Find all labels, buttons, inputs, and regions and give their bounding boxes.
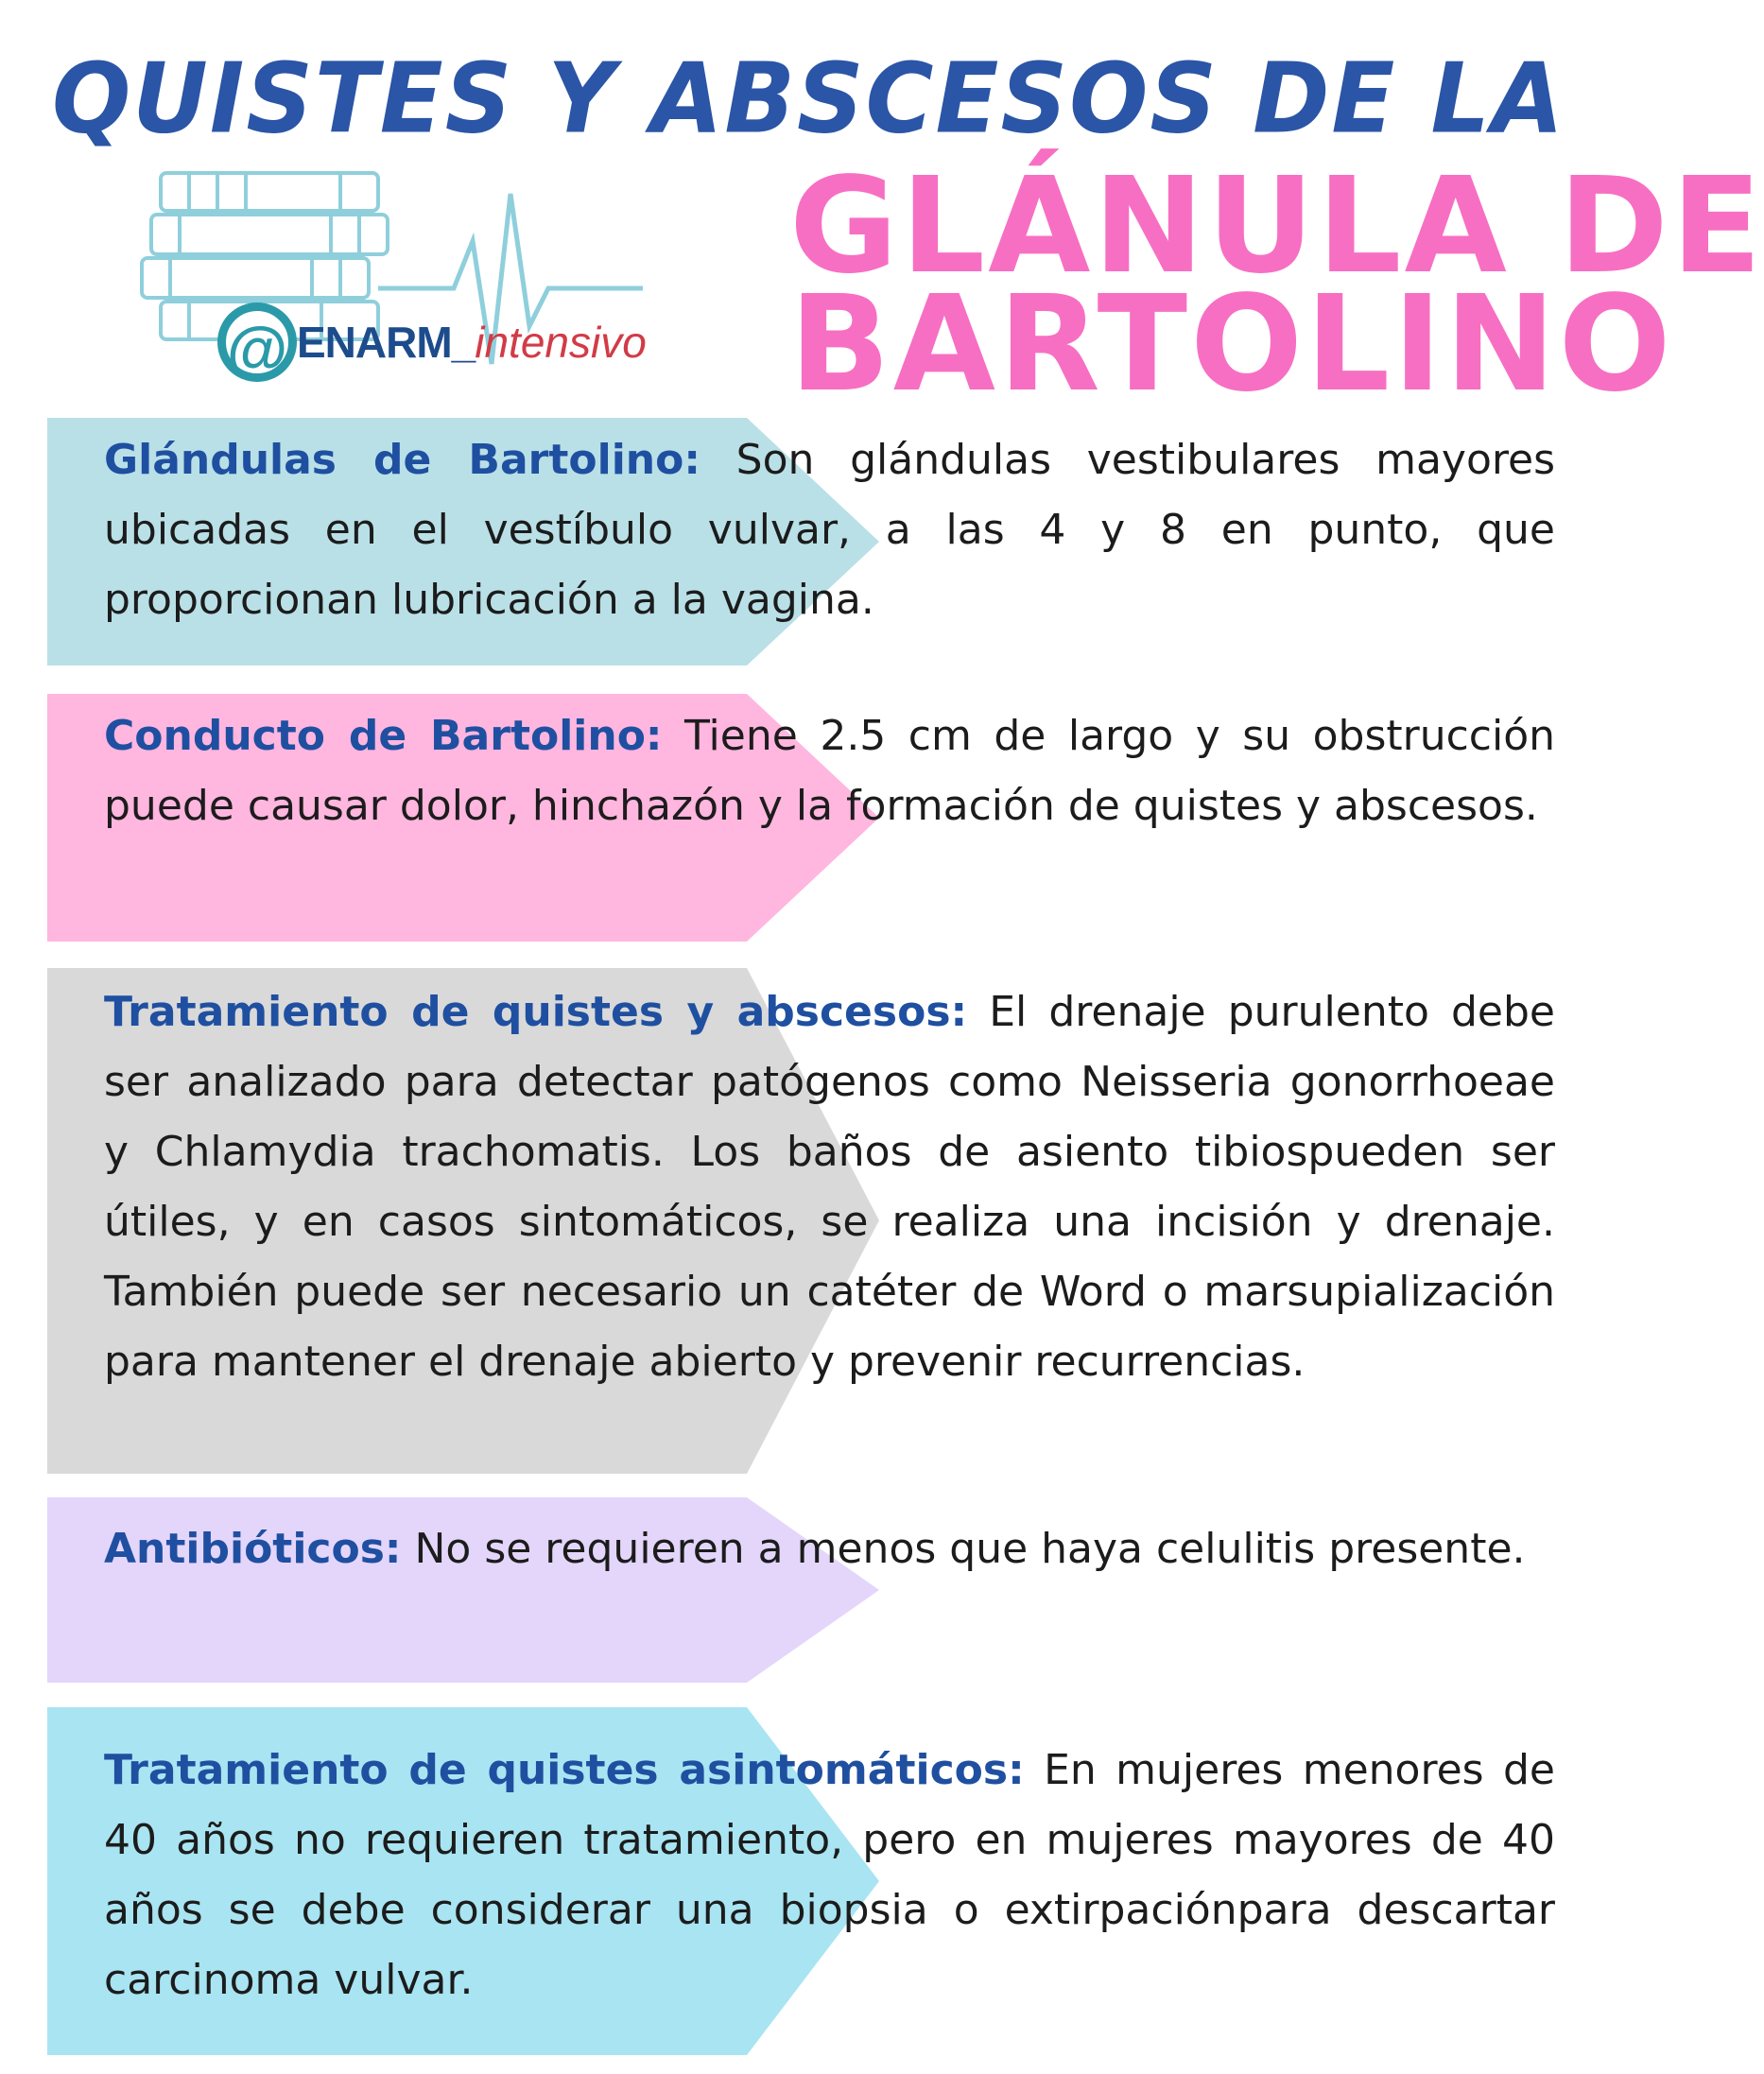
- section-body: Son glándulas vestibulares mayores ubicadas en el vestíbulo vulvar, a las 4 y 8 en punto, que proporcionan lubricación a la vagina.: [104, 436, 1555, 624]
- section-glandulas: [47, 418, 1588, 665]
- handle-main: ENARM_: [297, 318, 476, 367]
- section-text: [47, 968, 1555, 1397]
- handle-accent: intensivo: [475, 318, 647, 367]
- section-tratamiento: [47, 968, 1588, 1474]
- section-text: [47, 418, 1555, 635]
- section-text: [47, 1497, 1555, 1584]
- section-label: Conducto de Bartolino:: [104, 712, 663, 760]
- title-pink-line1: GLÁNULA DE: [789, 149, 1764, 303]
- section-antibioticos: [47, 1497, 1588, 1683]
- section-body: En mujeres menores de 40 años no requieren tratamiento, pero en mujeres mayores de 40 años se debe considerar una biopsia o extirpaciónpara descartar carcinoma vulvar.: [104, 1746, 1555, 2004]
- section-asintomaticos: [47, 1707, 1588, 2055]
- section-conducto: [47, 694, 1588, 942]
- section-label: Antibióticos:: [104, 1525, 402, 1573]
- title-pink-line2: BARTOLINO: [789, 268, 1674, 422]
- section-text: [47, 694, 1555, 841]
- section-body: Tiene 2.5 cm de largo y su obstrucción puede causar dolor, hinchazón y la formación de quistes y abscesos.: [104, 712, 1556, 830]
- at-icon: @: [217, 302, 297, 382]
- section-text: [47, 1707, 1555, 2015]
- section-label: Tratamiento de quistes asintomáticos:: [104, 1746, 1025, 1794]
- section-body: El drenaje purulento debe ser analizado para detectar patógenos como Neisseria gonorrhoeae y Chlamydia trachomatis. Los baños de asiento tibiospueden ser útiles, y en casos sintomáticos, se realiza una incisión y drenaje. También puede ser necesario un catéter de Word o marsupialización para mantener el drenaje abierto y prevenir recurrencias.: [104, 988, 1555, 1386]
- section-label: Tratamiento de quistes y abscesos:: [104, 988, 968, 1036]
- account-handle: [217, 302, 647, 382]
- page-title: QUISTES Y ABSCESOS DE LA: [52, 43, 1565, 156]
- section-label: Glándulas de Bartolino:: [104, 436, 700, 484]
- section-body: No se requieren a menos que haya celulitis presente.: [401, 1525, 1526, 1573]
